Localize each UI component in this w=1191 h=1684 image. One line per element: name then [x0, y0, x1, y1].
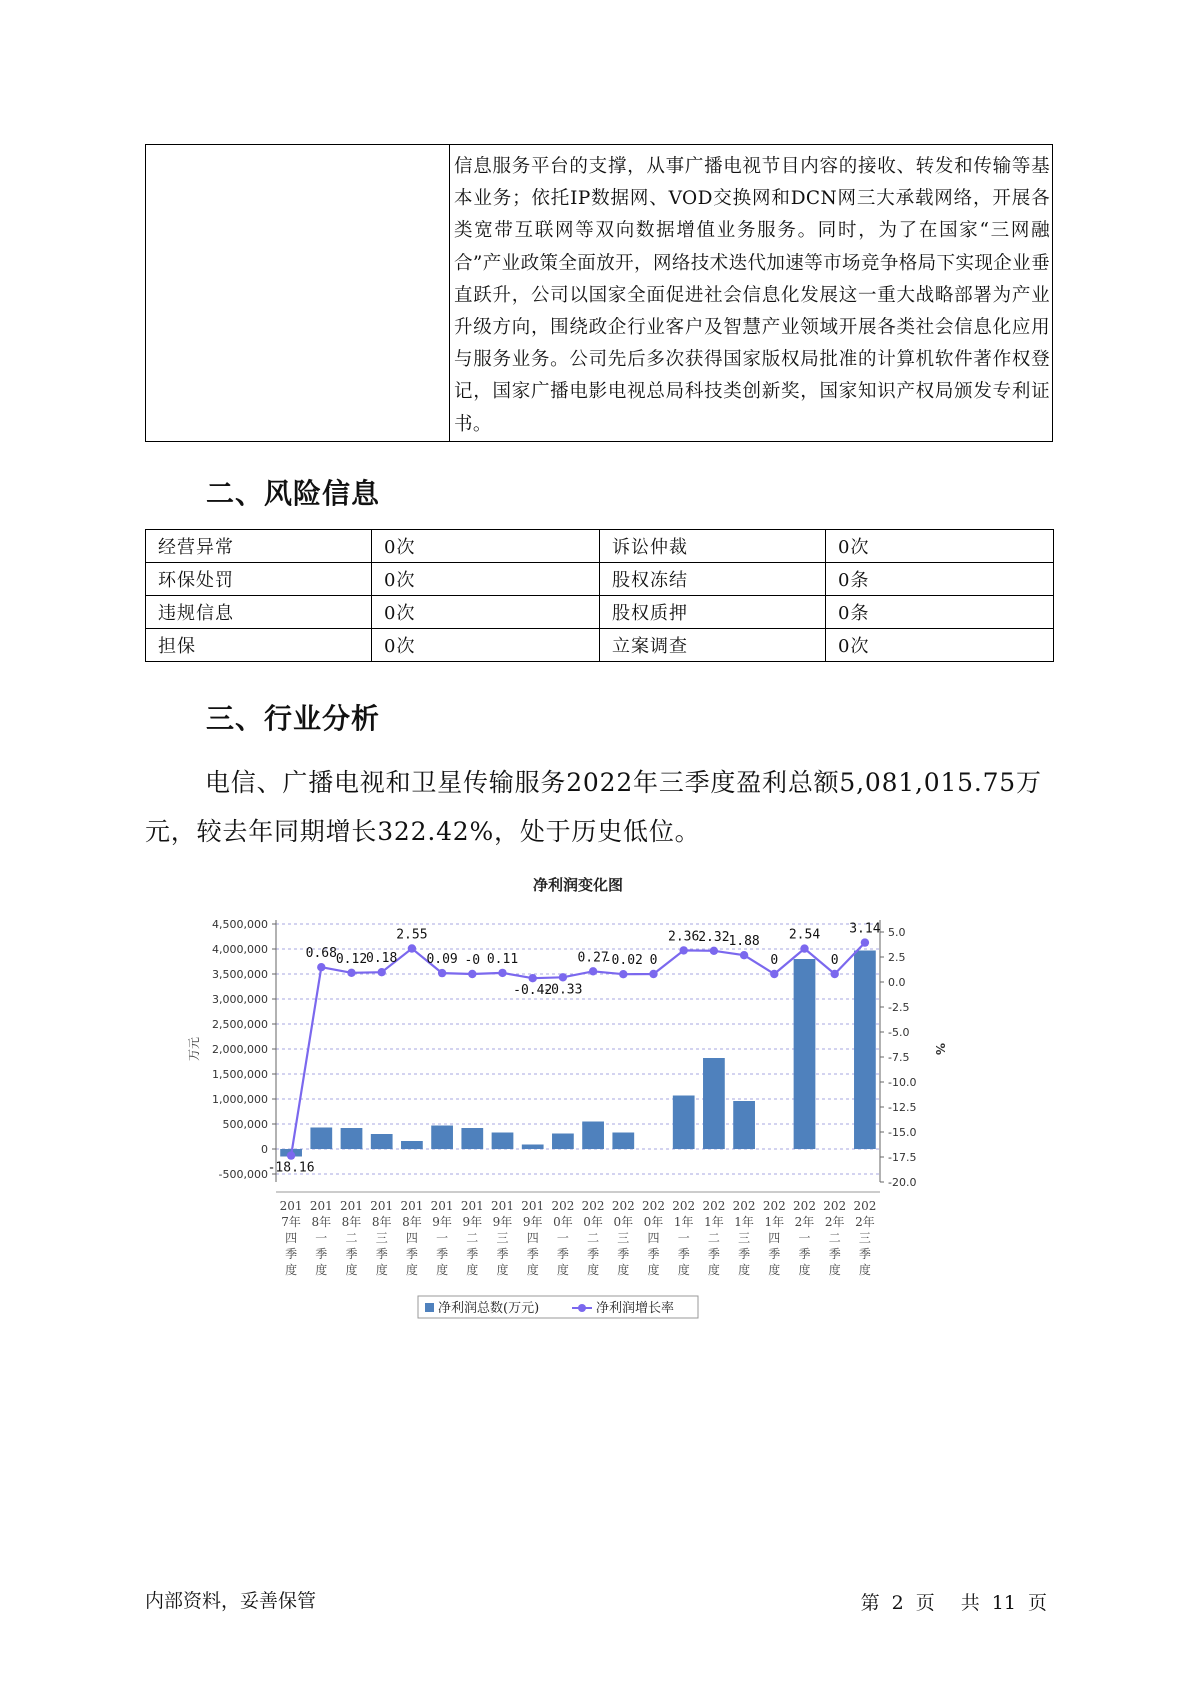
left-axis-title: 万元 — [187, 1036, 201, 1062]
footer-confidential: 内部资料，妥善保管 — [145, 1590, 317, 1612]
bar — [431, 1126, 453, 1150]
growth-data-label: 2.55 — [396, 927, 428, 943]
growth-data-label: 0 — [830, 953, 839, 968]
category-label: 202 2年一季度 — [793, 1199, 816, 1277]
left-tick-label: 2,000,000 — [212, 1043, 268, 1056]
category-label: 202 0年三季度 — [611, 1199, 635, 1277]
category-label: 201 8年二季度 — [340, 1199, 363, 1277]
right-tick-label: -15.0 — [888, 1126, 917, 1139]
growth-point — [589, 967, 597, 975]
risk-label: 诉讼仲裁 — [600, 530, 826, 563]
risk-label: 环保处罚 — [146, 563, 372, 596]
risk-label: 股权质押 — [600, 596, 826, 629]
risk-row — [146, 629, 1054, 662]
legend-line-marker — [578, 1304, 586, 1312]
category-label: 202 1年二季度 — [702, 1199, 726, 1277]
left-tick-label: 3,000,000 — [212, 993, 268, 1006]
category-label: 201 7年四季度 — [279, 1199, 303, 1277]
category-label: 202 1年一季度 — [672, 1199, 696, 1277]
legend-bar-swatch — [425, 1303, 434, 1312]
total-prefix: 共 — [960, 1592, 980, 1614]
growth-point — [831, 970, 839, 978]
growth-data-label: 2.36 — [668, 929, 700, 945]
company-intro-table — [145, 144, 1053, 442]
growth-data-label: 0 — [770, 953, 779, 968]
industry-heading: 三、行业分析 — [206, 702, 381, 735]
bar — [854, 951, 876, 1150]
risk-label: 股权冻结 — [600, 563, 826, 596]
right-tick-label: -7.5 — [888, 1051, 910, 1064]
bar — [461, 1128, 483, 1149]
category-label: 202 0年一季度 — [551, 1199, 575, 1277]
risk-heading: 二、风险信息 — [206, 477, 381, 510]
intro-label-cell — [146, 145, 450, 442]
growth-data-label: 2.32 — [698, 929, 730, 945]
bar — [673, 1096, 695, 1150]
right-tick-label: -12.5 — [888, 1101, 917, 1114]
category-label: 201 9年三季度 — [491, 1199, 514, 1277]
risk-label: 违规信息 — [146, 596, 372, 629]
bar — [341, 1128, 363, 1149]
left-tick-label: 4,500,000 — [212, 918, 268, 931]
bar — [310, 1128, 332, 1150]
risk-row — [146, 563, 1054, 596]
category-label: 202 2年三季度 — [853, 1199, 877, 1277]
category-label: 202 0年二季度 — [581, 1199, 605, 1277]
growth-point — [317, 963, 325, 971]
growth-point — [861, 938, 869, 946]
left-tick-label: 2,500,000 — [212, 1018, 268, 1031]
growth-data-label: -0.42 — [513, 983, 553, 999]
risk-value: 0次 — [372, 629, 600, 662]
left-tick-label: 1,000,000 — [212, 1093, 268, 1106]
category-label: 202 0年四季度 — [642, 1199, 665, 1277]
growth-data-label: 0.18 — [366, 951, 398, 967]
growth-point — [347, 969, 355, 977]
net-profit-chart — [180, 872, 1040, 1332]
risk-row — [146, 530, 1054, 563]
growth-point — [559, 973, 567, 981]
legend-bar-label: 净利润总数(万元) — [438, 1301, 540, 1316]
growth-point — [529, 974, 537, 982]
category-label: 201 9年四季度 — [521, 1199, 545, 1277]
right-tick-label: 5.0 — [888, 926, 906, 939]
category-label: 201 8年四季度 — [400, 1199, 424, 1277]
footer-page-info — [855, 1588, 1053, 1615]
growth-point — [468, 970, 476, 978]
left-tick-label: 0 — [261, 1143, 268, 1156]
total-suffix: 页 — [1027, 1592, 1047, 1614]
growth-data-label: 0.68 — [305, 946, 337, 962]
bar — [733, 1101, 755, 1149]
growth-point — [740, 951, 748, 959]
bar — [582, 1122, 604, 1150]
right-tick-label: 2.5 — [888, 951, 906, 964]
bar — [794, 959, 816, 1149]
growth-point — [770, 970, 778, 978]
right-tick-label: -5.0 — [888, 1026, 910, 1039]
left-tick-label: 1,500,000 — [212, 1068, 268, 1081]
growth-point — [408, 944, 416, 952]
bar — [401, 1141, 423, 1149]
growth-data-label: 3.14 — [849, 921, 881, 937]
page-suffix: 页 — [915, 1592, 935, 1614]
category-label: 201 9年二季度 — [460, 1199, 484, 1277]
right-tick-label: -17.5 — [888, 1151, 917, 1164]
bar — [492, 1133, 514, 1150]
growth-point — [438, 969, 446, 977]
risk-value: 0次 — [372, 530, 600, 563]
growth-data-label: 1.88 — [728, 934, 760, 950]
growth-point — [287, 1151, 295, 1159]
right-tick-label: -2.5 — [888, 1001, 910, 1014]
growth-point — [710, 947, 718, 955]
risk-value: 0次 — [372, 596, 600, 629]
bar — [552, 1134, 574, 1150]
growth-data-label: 0.27 — [577, 950, 609, 966]
growth-point — [619, 970, 627, 978]
growth-point — [680, 946, 688, 954]
risk-value: 0条 — [826, 596, 1054, 629]
growth-data-label: 0.11 — [486, 951, 519, 967]
left-tick-label: -500,000 — [218, 1168, 268, 1181]
legend-line-label: 净利润增长率 — [596, 1301, 675, 1316]
industry-paragraph-text: 电信、广播电视和卫星传输服务2022年三季度盈利总额5,081,015.75万元，较去年同期增长322.42%，处于历史低位。 — [145, 768, 1042, 846]
page-number: 2 — [891, 1592, 904, 1614]
category-label: 201 8年一季度 — [309, 1199, 333, 1277]
right-tick-label: 0.0 — [888, 976, 906, 989]
bar — [371, 1134, 393, 1149]
chart-title: 净利润变化图 — [532, 876, 624, 894]
growth-point — [378, 968, 386, 976]
risk-value: 0次 — [372, 563, 600, 596]
growth-data-label: -0.02 — [603, 953, 643, 969]
left-tick-label: 4,000,000 — [212, 943, 268, 956]
growth-data-label: 0 — [649, 953, 658, 968]
growth-data-label: 0.12 — [335, 951, 368, 967]
growth-point — [800, 944, 808, 952]
growth-data-label: 2.54 — [788, 927, 821, 943]
growth-data-label: -0 — [464, 953, 481, 968]
left-tick-label: 3,500,000 — [212, 968, 268, 981]
intro-content-cell — [450, 145, 1053, 442]
category-label: 202 1年三季度 — [732, 1199, 756, 1277]
risk-label: 担保 — [146, 629, 372, 662]
risk-table — [145, 529, 1054, 662]
growth-data-label: -0.33 — [543, 982, 583, 998]
growth-data-label: -18.16 — [267, 1160, 315, 1176]
bar — [522, 1145, 544, 1150]
bar — [703, 1058, 725, 1149]
bar — [612, 1133, 634, 1150]
total-number: 11 — [991, 1592, 1016, 1614]
industry-paragraph — [145, 758, 1055, 856]
category-label: 201 9年一季度 — [430, 1199, 454, 1277]
risk-value: 0次 — [826, 530, 1054, 563]
right-tick-label: -20.0 — [888, 1176, 917, 1189]
page-prefix: 第 — [860, 1592, 880, 1614]
right-tick-label: -10.0 — [888, 1076, 917, 1089]
risk-row — [146, 596, 1054, 629]
risk-label: 立案调查 — [600, 629, 826, 662]
risk-value: 0次 — [826, 629, 1054, 662]
risk-label: 经营异常 — [146, 530, 372, 563]
growth-data-label: 0.09 — [426, 952, 458, 968]
left-tick-label: 500,000 — [222, 1118, 268, 1131]
category-label: 202 2年二季度 — [823, 1199, 847, 1277]
growth-point — [649, 970, 657, 978]
growth-point — [498, 969, 506, 977]
risk-value: 0条 — [826, 563, 1054, 596]
intro-text: 信息服务平台的支撑，从事广播电视节目内容的接收、转发和传输等基本业务；依托IP数据网、VOD交换网和DCN网三大承载网络，开展各类宽带互联网等双向数据增值业务服务。同时，为了在国家“三网融合”产业政策全面放开，网络技术迭代加速等市场竞争格局下实现企业垂直跃升，公司以国家全面促进社会信息化发展这一重大战略部署为产业升级方向，围绕政企行业客户及智慧产业领域开展各类社会信息化应用与服务业务。公司先后多次获得国家版权局批准的计算机软件著作权登记，国家广播电影电视总局科技类创新奖，国家知识产权局颁发专利证书。 — [454, 156, 1050, 435]
right-axis-title: % — [933, 1042, 947, 1056]
category-label: 202 1年四季度 — [762, 1199, 786, 1277]
category-label: 201 8年三季度 — [370, 1199, 394, 1277]
